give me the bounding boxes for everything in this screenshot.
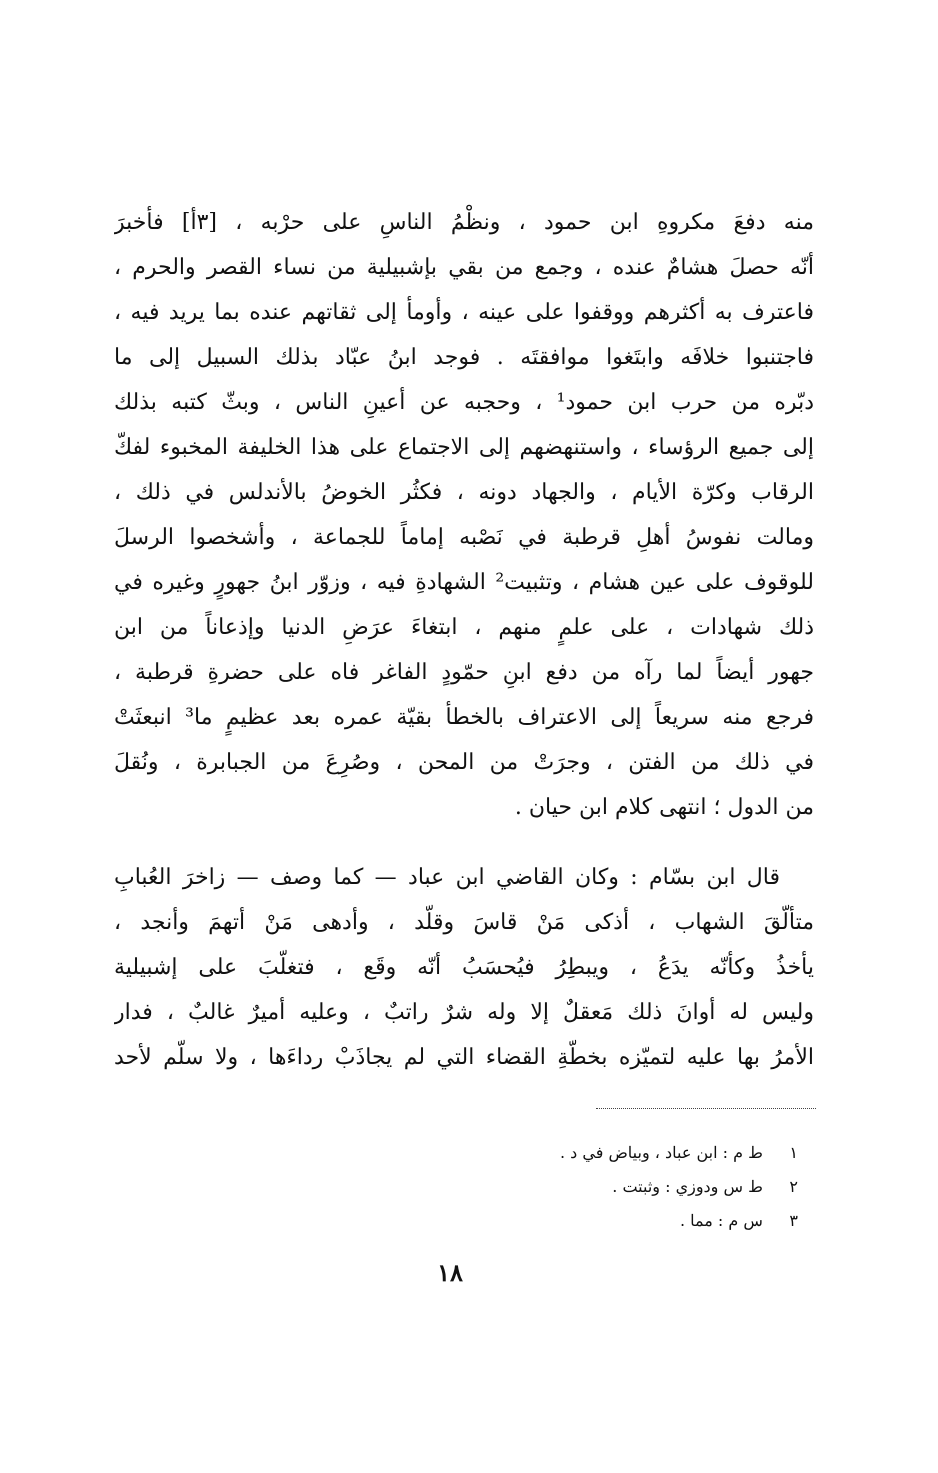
- text-line: متألّقَ الشهاب ، أذكى مَنْ قاسَ وقلّد ، وأدهى مَنْ أتهمَ وأنجد ،: [114, 910, 814, 935]
- footnote-separator: [596, 1108, 816, 1109]
- text-line: الرقاب وكرّة الأيام ، والجهاد دونه ، فكثُر الخوضُ بالأندلس في ذلك ،: [114, 480, 814, 505]
- text-line: ذلك شهادات ، على علمٍ منهم ، ابتغاءَ عرَضِ الدنيا وإذعاناً من ابن: [114, 615, 814, 640]
- text-line: جهور أيضاً لما رآه من دفع ابنِ حمّودٍ الفاغر فاه على حضرةِ قرطبة ،: [114, 660, 814, 685]
- footnote: [298, 1204, 798, 1238]
- footnote-text: ط م : ابن عباد ، وبياض في د .: [560, 1143, 763, 1162]
- text-line: وليس له أوانَ ذلك مَعقلٌ إلا وله شرٌ راتبٌ ، وعليه أميرٌ غالبٌ ، فدار: [114, 1000, 814, 1025]
- footnote: [298, 1170, 798, 1204]
- text-line: يأخذُ وكأنّه يدَعُ ، ويبطِرُ فيُحسَبُ أنّه وقَع ، فتغلّبَ على إشبيلية: [114, 955, 814, 980]
- text-line: قال ابن بسّام : وكان القاضي ابن عباد — كما وصف — زاخرَ العُبابِ: [114, 865, 780, 890]
- text-line: دبّره من حرب ابن حمود¹ ، وحجبه عن أعينِ الناس ، وبثّ كتبه بذلك: [114, 390, 814, 415]
- text-line: للوقوف على عين هشام ، وتثبيت² الشهادةِ فيه ، وزوّر ابنُ جهورٍ وغيره في: [114, 570, 814, 595]
- footnote-text: س م : مما .: [679, 1211, 763, 1230]
- paragraph-2: [114, 855, 814, 1080]
- footnote-number: ١: [789, 1143, 798, 1162]
- footnote-text: ط س ودوزي : وثبتت .: [612, 1177, 763, 1196]
- text-line: ومالت نفوسُ أهلِ قرطبة في نَصْبه إماماً للجماعة ، وأشخصوا الرسلَ: [114, 525, 814, 550]
- text-line: أنّه حصلَ هشامٌ عنده ، وجمع من بقي بإشبيلية من نساء القصر والحرم ،: [114, 255, 814, 280]
- paragraph-1: [114, 200, 814, 830]
- footnote-number: ٢: [789, 1177, 798, 1196]
- text-line: فاجتنبوا خلافَه وابتَغوا موافقتَه . فوجد ابنُ عبّاد بذلك السبيل إلى ما: [114, 345, 814, 370]
- text-line: في ذلك من الفتن ، وجرَتْ من المحن ، وصُرِعَ من الجبابرة ، ونُقلَ: [114, 750, 814, 775]
- page-number: ١٨: [437, 1258, 463, 1287]
- text-line: فرجع منه سريعاً إلى الاعتراف بالخطأ بقيّة عمره بعد عظيمٍ ما³ انبعثَتْ: [114, 705, 814, 730]
- footnote: [298, 1136, 798, 1170]
- text-line: من الدول ؛ انتهى كلام ابن حيان .: [514, 795, 814, 820]
- footnote-number: ٣: [789, 1211, 798, 1230]
- text-line: إلى جميع الرؤساء ، واستنهضهم إلى الاجتماع على هذا الخليفة المخبوء لفكّ: [114, 435, 814, 460]
- footnotes: [298, 1136, 798, 1238]
- text-line: منه دفعَ مكروهِ ابن حمود ، ونظْمُ الناسِ على حرْبه ، [٣أ] فأخبرَ: [114, 210, 814, 235]
- text-line: الأمرُ بها عليه لتميّزه بخطّةِ القضاء التي لم يجاذَبْ رداءَها ، ولا سلّم لأحد: [114, 1045, 814, 1070]
- text-line: فاعترف به أكثرهم ووقفوا على عينه ، وأومأ إلى ثقاتهم عنده بما يريد فيه ،: [114, 300, 814, 325]
